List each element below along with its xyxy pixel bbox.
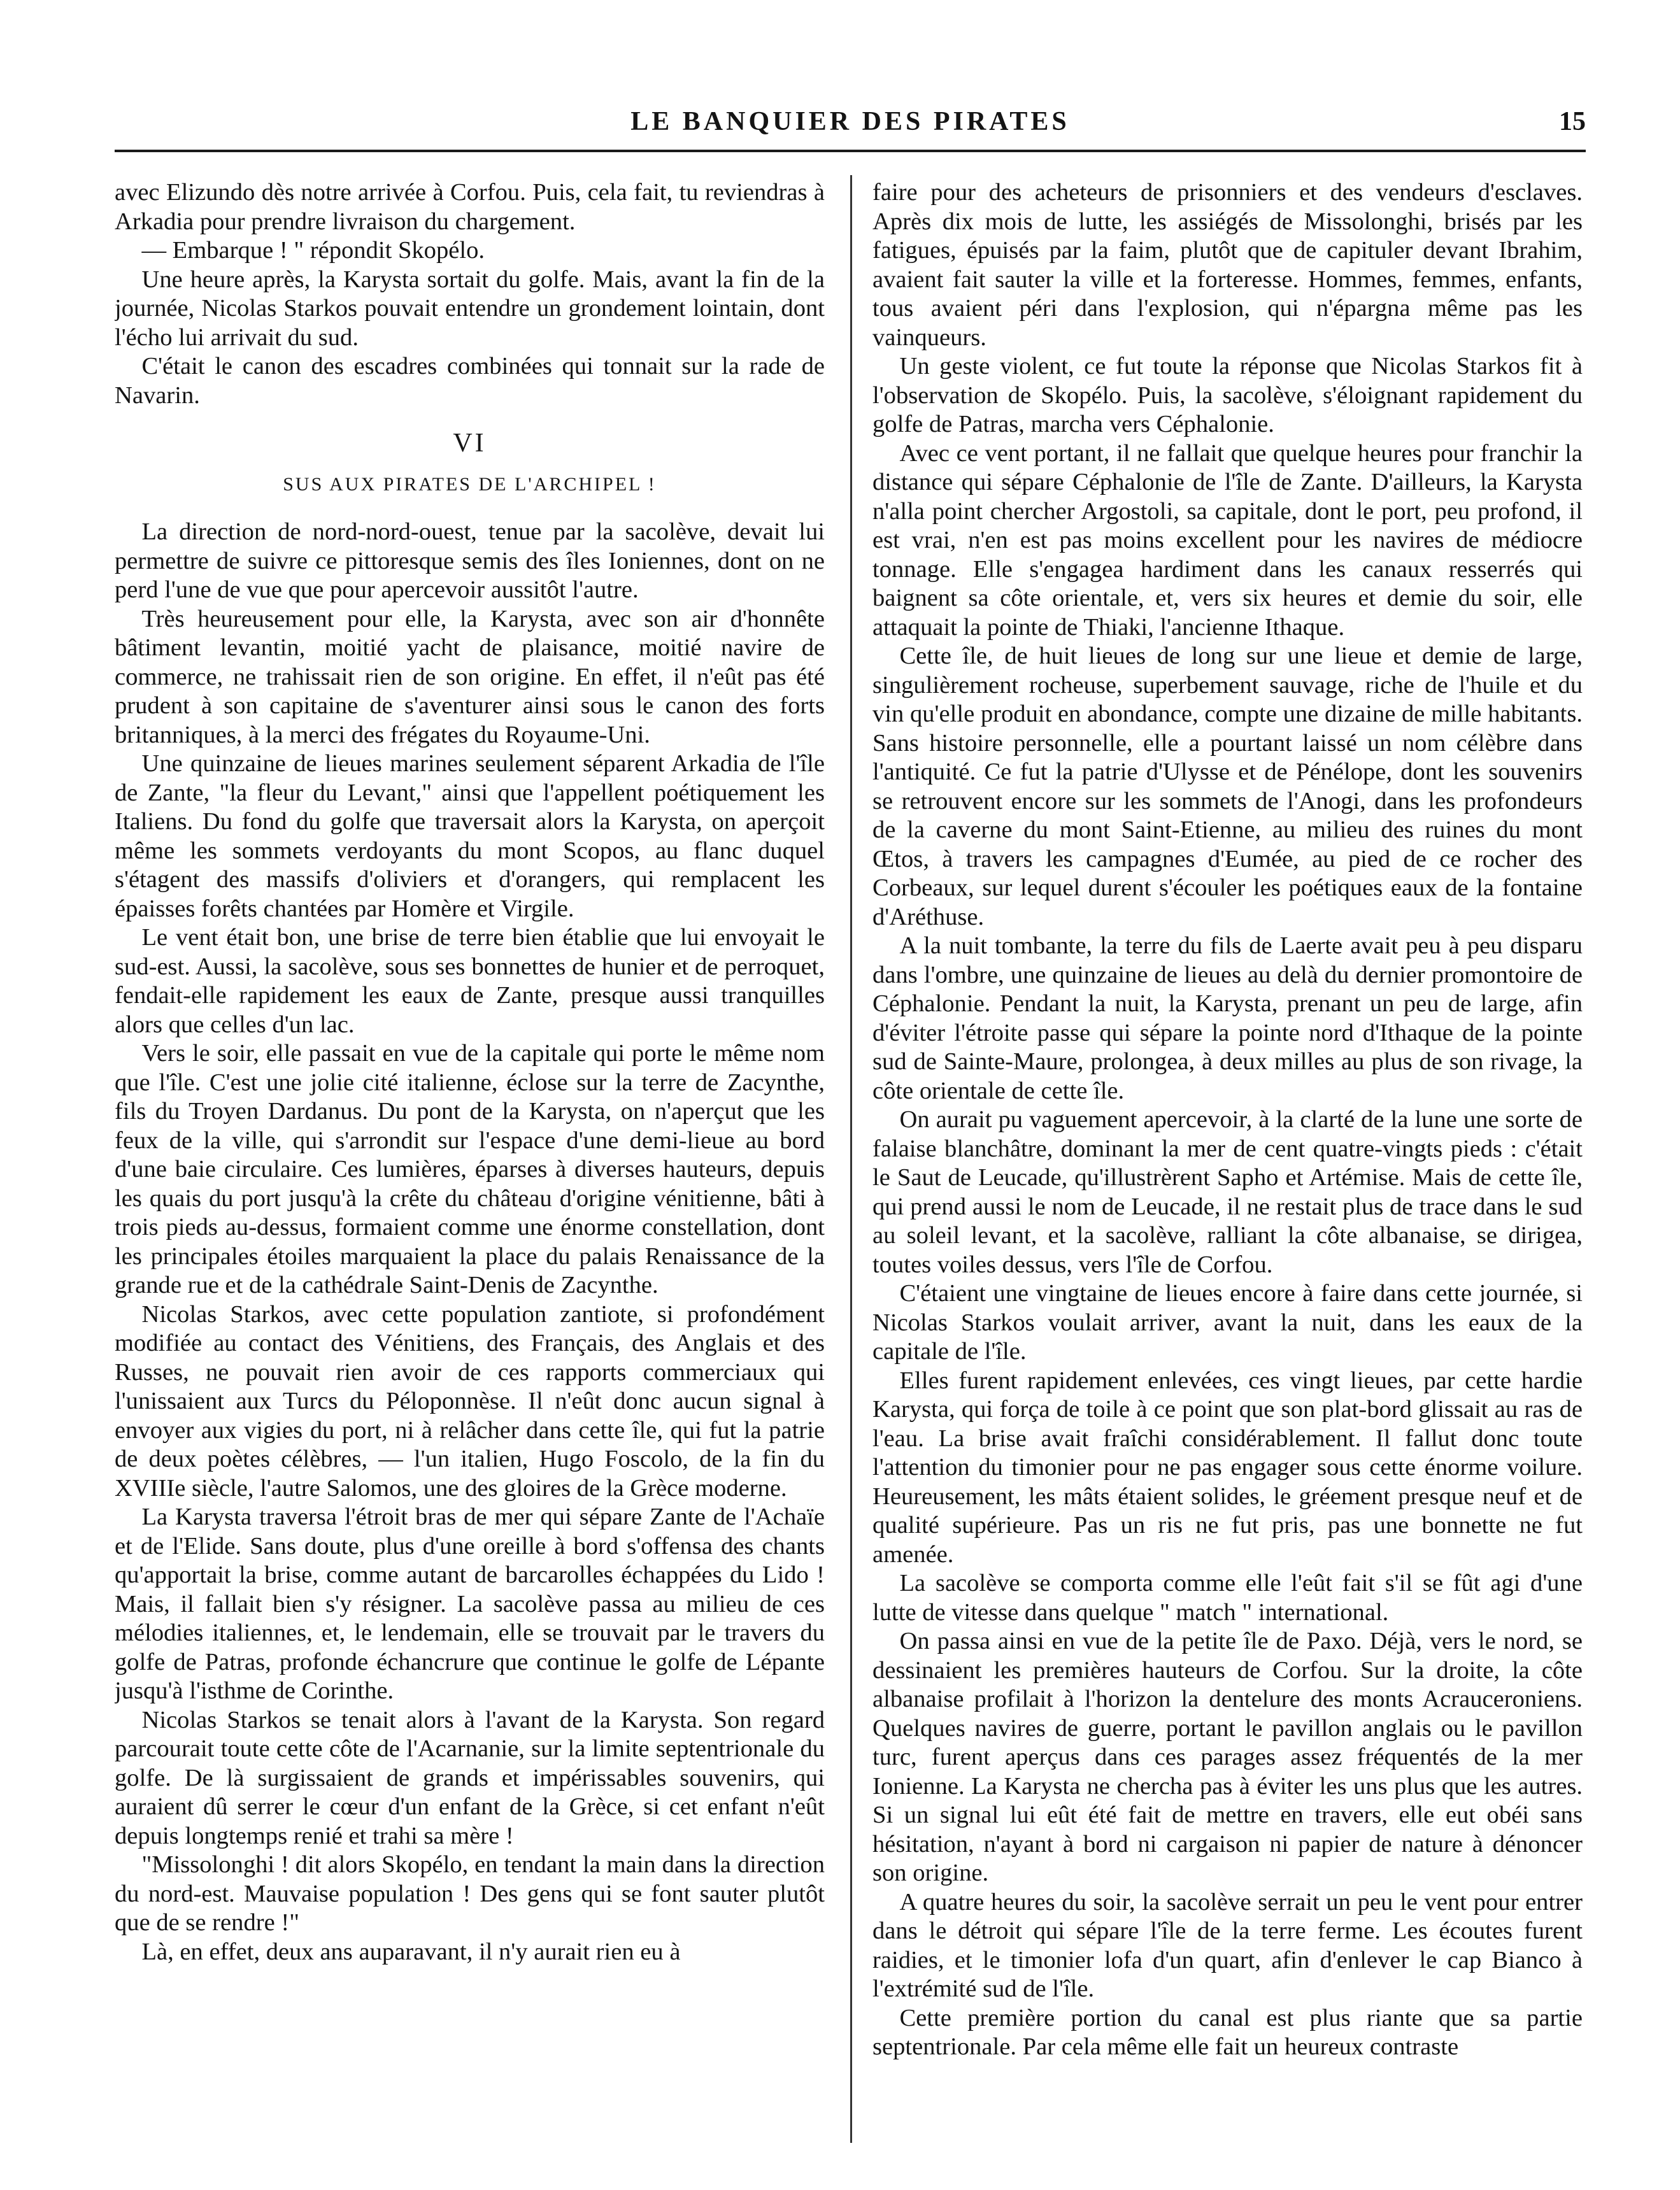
paragraph: Une quinzaine de lieues marines seulement séparent Arkadia de l'île de Zante, "la fleur du Levant," ainsi que l'appellent poétiquement les Italiens. Du fond du golfe que traversait alors la Karysta, on aperçoit même les sommets verdoyants du mont Scopos, au flanc duquel s'étagent des massifs d'oliviers et d'orangers, qui remplacent les épaisses forêts chantées par Homère et Virgile.: [115, 750, 825, 922]
paragraph: La sacolève se comporta comme elle l'eût fait s'il se fût agi d'une lutte de vitesse dans quelque " match " international.: [872, 1570, 1583, 1626]
paragraph: Une heure après, la Karysta sortait du golfe. Mais, avant la fin de la journée, Nicolas Starkos pouvait entendre un grondement lointain, dont l'écho lui arrivait du sud.: [115, 266, 825, 351]
page-header: [115, 105, 1586, 152]
paragraph: Nicolas Starkos se tenait alors à l'avant de la Karysta. Son regard parcourait toute cette côte de l'Acarnanie, sur la limite septentrionale du golfe. De là surgissaient de grands et impérissables souvenirs, qui auraient dû serrer le cœur d'un enfant de la Grèce, si cet enfant n'eût depuis longtemps renié et trahi sa mère !: [115, 1706, 825, 1849]
paragraph: avec Elizundo dès notre arrivée à Corfou. Puis, cela fait, tu reviendras à Arkadia pour prendre livraison du chargement.: [115, 179, 825, 235]
paragraph: Elles furent rapidement enlevées, ces vingt lieues, par cette hardie Karysta, qui força de toile à ce point que son plat-bord glissait au ras de l'eau. La brise avait fraîchi considérablement. Il fallut donc toute l'attention du timonier pour ne pas engager sous cette énorme voilure. Heureusement, les mâts étaient solides, le gréement presque neuf et de qualité supérieure. Pas un ris ne fut pris, pas une bonnette ne fut amenée.: [872, 1367, 1583, 1568]
paragraph: On passa ainsi en vue de la petite île de Paxo. Déjà, vers le nord, se dessinaient les premières hauteurs de Corfou. Sur la droite, la côte albanaise profilait à l'horizon la dentelure des monts Acrauceroniens. Quelques navires de guerre, portant le pavillon anglais ou le pavillon turc, furent aperçus dans ces parages assez fréquentés de la mer Ionienne. La Karysta ne chercha pas à éviter les uns plus que les autres. Si un signal lui eût été fait de mettre en travers, elle eut obéi sans hésitation, n'ayant à bord ni cargaison ni papier de nature à dénoncer son origine.: [872, 1628, 1583, 1886]
paragraph: A la nuit tombante, la terre du fils de Laerte avait peu à peu disparu dans l'ombre, une quinzaine de lieues au delà du dernier promontoire de Céphalonie. Pendant la nuit, la Karysta, prenant un peu de large, afin d'éviter l'étroite passe qui sépare la pointe nord d'Ithaque de la pointe sud de Sainte-Maure, prolongea, à deux milles au plus de son rivage, la côte orientale de cette île.: [872, 932, 1583, 1104]
paragraph: A quatre heures du soir, la sacolève serrait un peu le vent pour entrer dans le détroit qui sépare l'île de la terre ferme. Les écoutes furent raidies, et le timonier lofa d'un quart, afin d'enlever le cap Bianco à l'extrémité sud de l'île.: [872, 1888, 1583, 2002]
chapter-number: VI: [453, 429, 487, 458]
left-column: [115, 178, 825, 2165]
paragraph: La direction de nord-nord-ouest, tenue par la sacolève, devait lui permettre de suivre ce pittoresque semis des îles Ioniennes, dont on ne perd l'une de vue que pour apercevoir aussitôt l'autre.: [115, 518, 825, 603]
paragraph: Très heureusement pour elle, la Karysta, avec son air d'honnête bâtiment levantin, moitié yacht de plaisance, moitié navire de commerce, ne trahissait rien de son origine. En effet, il n'eût pas été prudent à son capitaine de s'aventurer ainsi sous le canon des forts britanniques, à la merci des frégates du Royaume-Uni.: [115, 605, 825, 748]
paragraph: La Karysta traversa l'étroit bras de mer qui sépare Zante de l'Achaïe et de l'Elide. Sans doute, plus d'une oreille à bord s'offensa des chants qu'apportait la brise, comme autant de barcarolles échappées du Lido ! Mais, il fallait bien s'y résigner. La sacolève passa au milieu de ces mélodies italiennes, et, le lendemain, elle se trouvait par le travers du golfe de Patras, profonde échancrure que continue le golfe de Lépante jusqu'à l'isthme de Corinthe.: [115, 1504, 825, 1704]
paragraph: faire pour des acheteurs de prisonniers et des vendeurs d'esclaves. Après dix mois de lutte, les assiégés de Missolonghi, brisés par les fatigues, épuisés par la faim, plutôt que de capituler devant Ibrahim, avaient fait sauter la ville et la forteresse. Hommes, femmes, enfants, tous avaient péri dans l'explosion, qui n'épargna même pas les vainqueurs.: [872, 179, 1583, 351]
chapter-title: SUS AUX PIRATES DE L'ARCHIPEL !: [283, 473, 657, 495]
paragraph: Nicolas Starkos, avec cette population zantiote, si profondément modifiée au contact des Vénitiens, des Français, des Anglais et des Russes, ne pouvait rien avoir de ces rapports commerciaux qui l'unissaient aux Turcs du Péloponnèse. Il n'eût donc aucun signal à envoyer aux vigies du port, ni à relâcher dans cette île, qui fut la patrie de deux poètes célèbres, — l'un italien, Hugo Foscolo, de la fin du XVIIIe siècle, l'autre Salomos, une des gloires de la Grèce moderne.: [115, 1300, 825, 1502]
paragraph: C'étaient une vingtaine de lieues encore à faire dans cette journée, si Nicolas Starkos voulait arriver, avant la nuit, dans les eaux de la capitale de l'île.: [872, 1280, 1583, 1365]
paragraph: Là, en effet, deux ans auparavant, il n'y aurait rien eu à: [141, 1938, 681, 1965]
paragraph: Le vent était bon, une brise de terre bien établie que lui envoyait le sud-est. Aussi, la sacolève, sous ses bonnettes de hunier et de perroquet, fendait-elle rapidement les eaux de Zante, presque aussi tranquilles alors que celles d'un lac.: [115, 924, 825, 1038]
paragraph: Vers le soir, elle passait en vue de la capitale qui porte le même nom que l'île. C'est une jolie cité italienne, éclose sur la terre de Zacynthe, fils du Troyen Dardanus. Du pont de la Karysta, on n'aperçut que les feux de la ville, qui s'arrondit sur l'espace d'une demi-lieue au bord d'une baie circulaire. Ces lumières, éparses à diverses hauteurs, depuis les quais du port jusqu'à la crête du château d'origine vénitienne, bâti à trois pieds au-dessus, formaient comme une énorme constellation, dont les principales étoiles marquaient la place du palais Renaissance de la grande rue et de la cathédrale Saint-Denis de Zacynthe.: [115, 1040, 825, 1298]
running-title: LE BANQUIER DES PIRATES: [630, 107, 1070, 136]
paragraph: C'était le canon des escadres combinées qui tonnait sur la rade de Navarin.: [115, 353, 825, 409]
column-divider: [850, 175, 852, 2143]
paragraph: On aurait pu vaguement apercevoir, à la clarté de la lune une sorte de falaise blanchâtre, dominant la mer de cent quatre-vingts pieds : c'était le Saut de Leucade, qu'illustrèrent Sapho et Artémise. Mais de cette île, qui prend aussi le nom de Leucade, il ne restait plus de trace dans le sud au soleil levant, et la sacolève, ralliant la côte albanaise, se dirigea, toutes voiles dessus, vers l'île de Corfou.: [872, 1106, 1583, 1278]
paragraph: — Embarque ! " répondit Skopélo.: [141, 237, 485, 264]
paragraph: Cette première portion du canal est plus riante que sa partie septentrionale. Par cela même elle fait un heureux contraste: [872, 2004, 1583, 2060]
paragraph: "Missolonghi ! dit alors Skopélo, en tendant la main dans la direction du nord-est. Mauvaise population ! Des gens qui se font sauter plutôt que de se rendre !": [115, 1851, 825, 1936]
paragraph: Un geste violent, ce fut toute la réponse que Nicolas Starkos fit à l'observation de Skopélo. Puis, la sacolève, s'éloignant rapidement du golfe de Patras, marcha vers Céphalonie.: [872, 353, 1583, 437]
right-column: [872, 178, 1583, 2165]
page-number: 15: [1559, 107, 1586, 136]
paragraph: Cette île, de huit lieues de long sur une lieue et demie de large, singulièrement rocheuse, superbement sauvage, riche de l'huile et du vin qu'elle produit en abondance, compte une dizaine de mille habitants. Sans histoire personnelle, elle a pourtant laissé un nom célèbre dans l'antiquité. Ce fut la patrie d'Ulysse et de Pénélope, dont les souvenirs se retrouvent encore sur les sommets de l'Anogi, dans les profondeurs de la caverne du mont Saint-Etienne, au milieu des ruines du mont Œtos, à travers les campagnes d'Eumée, au pied de ce rocher des Corbeaux, sur lequel durent s'écouler les poétiques eaux de la fontaine d'Aréthuse.: [872, 643, 1583, 930]
paragraph: Avec ce vent portant, il ne fallait que quelque heures pour franchir la distance qui sépare Céphalonie de l'île de Zante. D'ailleurs, la Karysta n'alla point chercher Argostoli, sa capitale, dont le port, peu profond, il est vrai, n'en est pas moins excellent pour les navires de médiocre tonnage. Elle s'engagea hardiment dans les canaux resserrés qui baignent sa côte orientale, et, vers six heures et demie du soir, elle attaquait la pointe de Thiaki, l'ancienne Ithaque.: [872, 439, 1583, 641]
